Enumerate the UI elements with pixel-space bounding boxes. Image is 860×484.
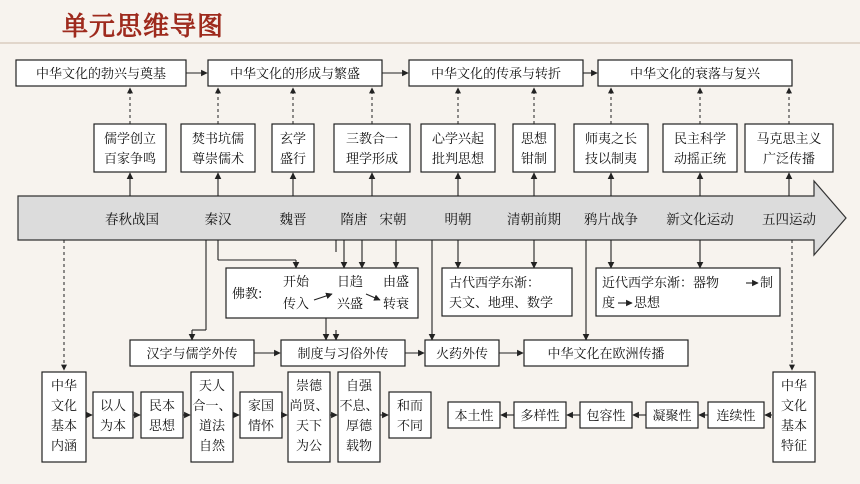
connotation-item-2-line-1: 民本 — [148, 399, 176, 414]
buddhism-bottom-2: 兴盛 — [336, 297, 364, 312]
connotation-item-5-line-4: 为公 — [295, 439, 323, 454]
era-labels — [105, 211, 816, 228]
stage-label-2: 中华文化的形成与繁盛 — [229, 67, 361, 82]
era-label-7: 清朝前期 — [507, 212, 561, 228]
era-label-6: 明朝 — [444, 212, 472, 228]
transmission-label-1: 汉字与儒学外传 — [146, 347, 238, 362]
buddhism-label: 佛教: — [232, 287, 263, 302]
theme-9-line-2: 广泛传播 — [762, 152, 816, 167]
era-to-buddhism-lines — [218, 240, 396, 268]
era-label-3: 魏晋 — [279, 212, 307, 228]
connotation-item-6-line-3: 厚德 — [345, 419, 373, 434]
connotation-item-1-line-2: 为本 — [99, 419, 127, 434]
features-head-1: 中华 — [780, 379, 808, 394]
theme-8-line-2: 动摇正统 — [673, 152, 727, 167]
era-label-8: 鸦片战争 — [584, 212, 638, 228]
connotation-head-3: 基本 — [50, 419, 78, 434]
theme-2-line-2: 尊崇儒术 — [191, 152, 245, 167]
top-row — [16, 60, 792, 86]
connotation-item-6-line-2: 不息、 — [339, 399, 379, 414]
connotation-section — [42, 372, 431, 462]
transmission-label-2: 制度与习俗外传 — [297, 347, 389, 362]
connotation-item-4-line-2: 情怀 — [247, 419, 275, 434]
west-modern-arrow-target-2: 思想 — [634, 296, 661, 311]
connotation-head-4: 内涵 — [50, 439, 78, 454]
theme-9-line-1: 马克思主义 — [756, 132, 822, 147]
connotation-item-7-line-1: 和而 — [396, 399, 424, 414]
west-ancient-box — [442, 240, 572, 316]
stage-label-4: 中华文化的衰落与复兴 — [629, 67, 761, 82]
buddhism-top-1: 开始 — [282, 275, 310, 290]
theme-2-line-1: 焚书坑儒 — [191, 132, 245, 147]
connotation-item-3-line-2: 合一、 — [192, 399, 232, 414]
transmission-row — [130, 340, 688, 366]
theme-4-line-2: 理学形成 — [345, 152, 399, 167]
west-modern-box — [596, 240, 780, 316]
era-label-5: 宋朝 — [379, 212, 407, 228]
connotation-item-5-line-1: 崇德 — [295, 379, 323, 394]
era-label-1: 春秋战国 — [105, 212, 159, 228]
features-label-2: 多样性 — [520, 409, 560, 424]
theme-7-line-1: 师夷之长 — [584, 132, 638, 147]
theme-5-line-2: 批判思想 — [431, 152, 485, 167]
connotation-item-5-line-2: 尚贤、 — [289, 399, 329, 414]
theme-4-line-1: 三教合一 — [345, 132, 399, 147]
features-head-3: 基本 — [780, 419, 808, 434]
features-label-3: 包容性 — [586, 409, 626, 424]
connotation-item-7-line-2: 不同 — [396, 419, 424, 434]
connotation-item-2-line-2: 思想 — [148, 419, 176, 434]
theme-7-line-2: 技以制夷 — [584, 152, 638, 167]
buddhism-box — [226, 268, 418, 318]
features-label-1: 本土性 — [454, 409, 494, 424]
era-label-9: 新文化运动 — [666, 212, 734, 228]
features-label-4: 凝聚性 — [652, 409, 692, 424]
west-ancient-line-1: 古代西学东渐： — [449, 276, 541, 291]
stage-label-1: 中华文化的勃兴与奠基 — [35, 67, 167, 82]
connotation-head-1: 中华 — [50, 379, 78, 394]
connotation-item-1-line-1: 以人 — [99, 399, 127, 414]
theme-6-line-1: 思想 — [520, 132, 548, 147]
connotation-item-6-line-1: 自强 — [345, 379, 373, 394]
theme-5-line-1: 心学兴起 — [431, 132, 485, 147]
buddhism-bottom-3: 转衰 — [382, 297, 410, 312]
page-title: 单元思维导图 — [62, 12, 225, 42]
features-head-2: 文化 — [780, 399, 808, 414]
stage-label-3: 中华文化的传承与转折 — [430, 67, 562, 82]
buddhism-bottom-1: 传入 — [282, 297, 310, 312]
connotation-item-4-line-1: 家国 — [247, 399, 275, 414]
transmission-label-4: 中华文化在欧洲传播 — [547, 347, 665, 362]
features-label-5: 连续性 — [716, 409, 756, 424]
themes-row — [94, 124, 833, 172]
connotation-item-3-line-3: 道法 — [198, 419, 226, 434]
west-modern-arrow-target-1: 制 — [760, 276, 774, 291]
buddhism-top-2: 日趋 — [336, 275, 364, 290]
era-label-4: 隋唐 — [340, 212, 368, 228]
connotation-item-3-line-1: 天人 — [198, 379, 226, 394]
theme-1-line-1: 儒学创立 — [103, 132, 157, 147]
theme-1-line-2: 百家争鸣 — [103, 152, 157, 167]
connotation-item-3-line-4: 自然 — [198, 439, 226, 454]
theme-3-line-1: 玄学 — [279, 132, 307, 147]
buddhism-top-3: 由盛 — [382, 275, 410, 290]
theme-6-line-2: 钳制 — [520, 152, 548, 167]
theme-to-stage-arrows — [130, 88, 789, 124]
era-label-2: 秦汉 — [204, 212, 232, 228]
west-ancient-line-2: 天文、地理、数学 — [449, 296, 554, 311]
transmission-label-3: 火药外传 — [435, 347, 489, 362]
theme-3-line-2: 盛行 — [279, 152, 307, 167]
era-label-10: 五四运动 — [762, 212, 816, 228]
west-modern-line-1: 近代西学东渐：器物 — [602, 276, 720, 291]
connotation-item-5-line-3: 天下 — [295, 419, 323, 434]
connotation-head-2: 文化 — [50, 399, 78, 414]
features-section — [448, 372, 815, 462]
theme-8-line-1: 民主科学 — [673, 132, 727, 147]
west-modern-line-2: 度 — [602, 296, 616, 311]
connotation-item-6-line-4: 载物 — [345, 439, 373, 454]
era-to-theme-arrows — [130, 173, 789, 196]
features-head-4: 特征 — [780, 439, 808, 454]
